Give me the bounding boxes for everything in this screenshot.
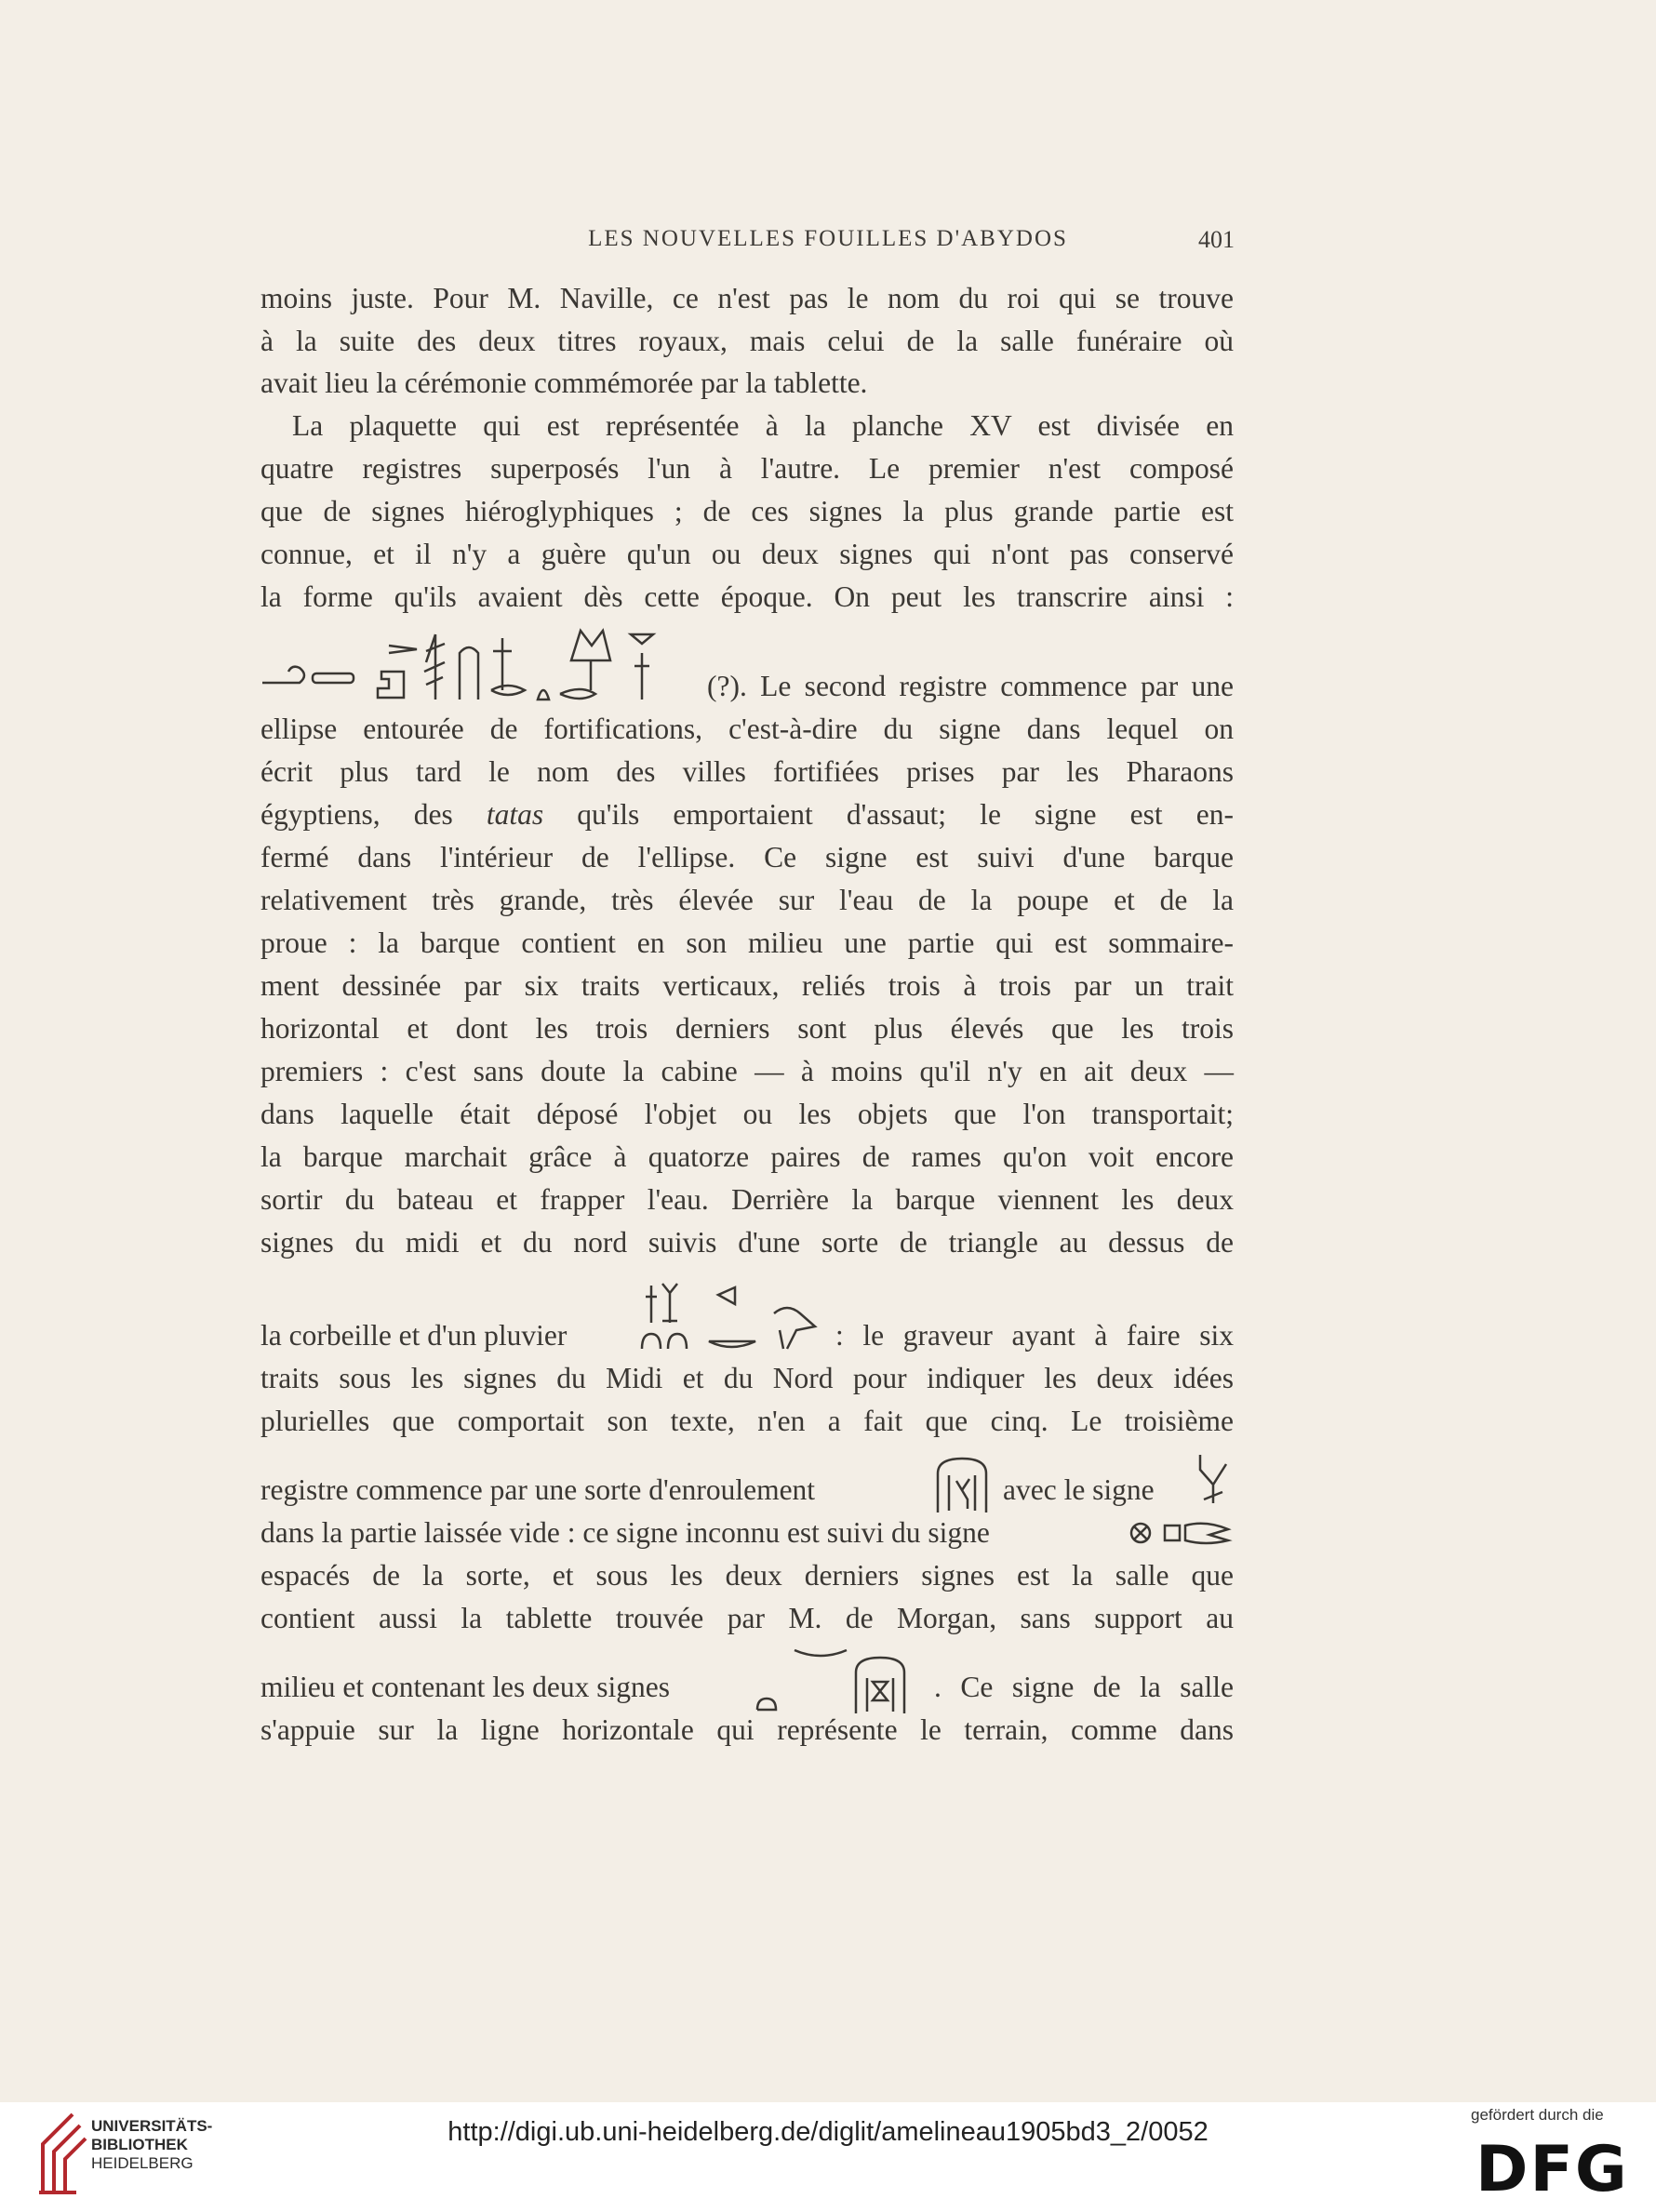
text-fragment: égyptiens, des	[260, 798, 453, 831]
text-line: connue, et il n'y a guère qu'un ou deux signes qui n'ont pas conservé	[260, 538, 1234, 570]
library-name-line1: UNIVERSITÄTS-	[91, 2117, 213, 2135]
text-line: La plaquette qui est représentée à la planche XV est divisée en	[292, 409, 1234, 442]
text-line: avec le signe	[1003, 1473, 1155, 1506]
text-line: moins juste. Pour M. Naville, ce n'est pas le nom du roi qui se trouve	[260, 282, 1234, 314]
text-line: . Ce signe de la salle	[934, 1671, 1234, 1703]
text-line: ment dessinée par six traits verticaux, reliés trois à trois par un trait	[260, 969, 1234, 1002]
text-line: à la suite des deux titres royaux, mais celui de la salle funéraire où	[260, 325, 1234, 357]
running-header: LES NOUVELLES FOUILLES D'ABYDOS	[588, 226, 1068, 251]
text-line: relativement très grande, très élevée sur l'eau de la poupe et de la	[260, 884, 1234, 916]
text-line: signes du midi et du nord suivis d'une sorte de triangle au dessus de	[260, 1226, 1234, 1259]
dfg-logo: DFG	[1476, 2133, 1629, 2206]
hieroglyph-sign	[638, 1276, 824, 1353]
text-line: dans la partie laissée vide : ce signe inconnu est suivi du signe	[260, 1516, 990, 1549]
text-line: fermé dans l'intérieur de l'ellipse. Ce signe est suivi d'une barque	[260, 841, 1234, 873]
hieroglyph-sign	[754, 1641, 923, 1715]
text-line: sortir du bateau et frapper l'eau. Derrière la barque viennent les deux	[260, 1183, 1234, 1216]
text-line: horizontal et dont les trois derniers sont plus élevés que les trois	[260, 1012, 1234, 1045]
text-line: la corbeille et d'un pluvier	[260, 1319, 568, 1352]
text-line: traits sous les signes du Midi et du Nord pour indiquer les deux idées	[260, 1362, 1234, 1394]
text-line: milieu et contenant les deux signes	[260, 1671, 671, 1703]
page-number: 401	[1198, 226, 1235, 253]
text-line: la barque marchait grâce à quatorze paires de rames qu'on voit encore	[260, 1140, 1234, 1173]
text-line: proue : la barque contient en son milieu une partie qui est sommaire-	[260, 926, 1234, 959]
text-line: avait lieu la cérémonie commémorée par la tablette.	[260, 366, 868, 399]
funding-label: gefördert durch die	[1471, 2106, 1604, 2124]
text-fragment: qu'ils emportaient d'assaut; le signe est en-	[577, 798, 1235, 831]
text-line: dans laquelle était déposé l'objet ou les objets que l'on transportait;	[260, 1098, 1234, 1130]
text-line: quatre registres superposés l'un à l'autre. Le premier n'est composé	[260, 452, 1234, 485]
text-line: écrit plus tard le nom des villes fortifiées prises par les Pharaons	[260, 755, 1234, 788]
text-line: s'appuie sur la ligne horizontale qui représente le terrain, comme dans	[260, 1713, 1234, 1746]
hieroglyph-sign	[1195, 1451, 1232, 1507]
hieroglyph-sign	[259, 625, 714, 705]
text-line: espacés de la sorte, et sous les deux derniers signes est la salle que	[260, 1559, 1234, 1592]
library-name-line3: HEIDELBERG	[91, 2154, 194, 2172]
library-name-line2: BIBLIOTHEK	[91, 2136, 188, 2153]
italic-term: tatas	[486, 798, 544, 831]
text-line: registre commence par une sorte d'enroulement	[260, 1473, 816, 1506]
text-line	[260, 798, 1234, 832]
text-line: premiers : c'est sans doute la cabine — à moins qu'il n'y en ait deux —	[260, 1055, 1234, 1087]
text-line: ellipse entourée de fortifications, c'est-à-dire du signe dans lequel on	[260, 713, 1234, 745]
text-line: la forme qu'ils avaient dès cette époque. On peut les transcrire ainsi :	[260, 580, 1234, 613]
hieroglyph-sign	[930, 1453, 995, 1516]
text-line: plurielles que comportait son texte, n'en a fait que cinq. Le troisième	[260, 1405, 1234, 1437]
hieroglyph-sign	[1128, 1514, 1235, 1552]
text-line: : le graveur ayant à faire six	[835, 1319, 1234, 1352]
text-line: (?). Le second registre commence par une	[707, 670, 1234, 702]
permalink-url[interactable]: http://digi.ub.uni-heidelberg.de/diglit/amelineau1905bd3_2/0052	[447, 2117, 1209, 2147]
text-line: que de signes hiéroglyphiques ; de ces signes la plus grande partie est	[260, 495, 1234, 527]
text-line: contient aussi la tablette trouvée par M. de Morgan, sans support au	[260, 1602, 1234, 1634]
